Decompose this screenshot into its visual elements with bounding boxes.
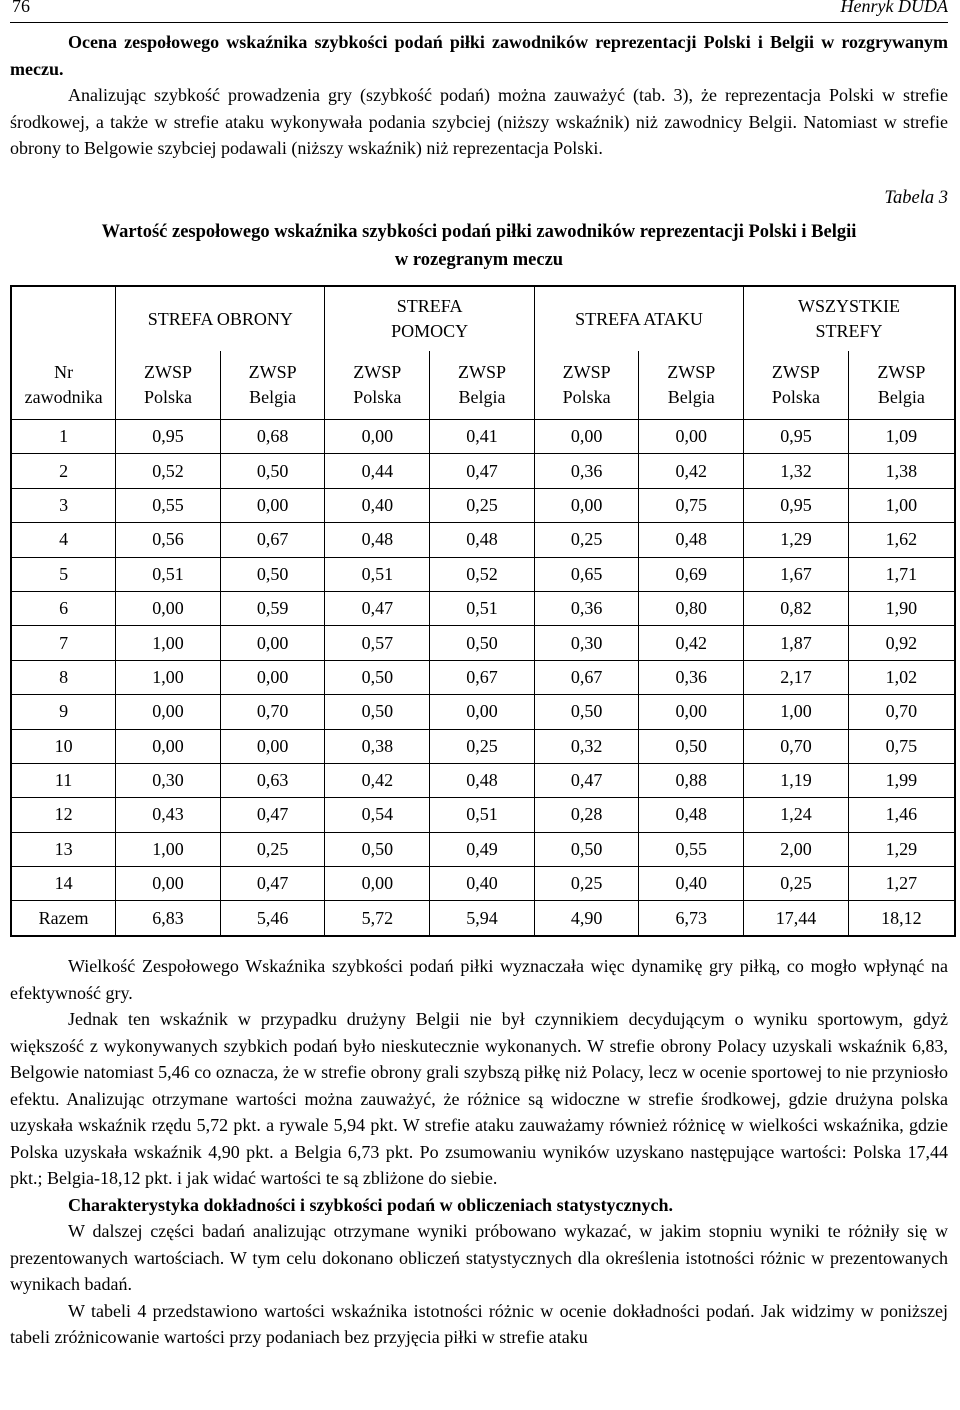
value-cell: 0,75 xyxy=(639,488,744,522)
value-cell: 0,68 xyxy=(220,420,325,454)
value-cell: 1,90 xyxy=(848,591,955,625)
value-cell: 1,24 xyxy=(744,798,849,832)
value-cell: 0,70 xyxy=(744,729,849,763)
value-cell: 0,00 xyxy=(220,626,325,660)
header-blank xyxy=(11,286,116,351)
value-cell: 18,12 xyxy=(848,901,955,936)
value-cell: 0,50 xyxy=(534,832,639,866)
value-cell: 0,69 xyxy=(639,557,744,591)
value-cell: 1,46 xyxy=(848,798,955,832)
value-cell: 1,09 xyxy=(848,420,955,454)
value-cell: 0,00 xyxy=(116,867,221,901)
value-cell: 1,67 xyxy=(744,557,849,591)
value-cell: 0,95 xyxy=(116,420,221,454)
value-cell: 0,92 xyxy=(848,626,955,660)
value-cell: 0,38 xyxy=(325,729,430,763)
value-cell: 1,87 xyxy=(744,626,849,660)
value-cell: 0,50 xyxy=(325,832,430,866)
value-cell: 2,17 xyxy=(744,660,849,694)
table-row xyxy=(11,523,955,557)
group-header-pomocy: STREFA POMOCY xyxy=(325,286,534,351)
value-cell: 0,30 xyxy=(534,626,639,660)
table-row xyxy=(11,695,955,729)
value-cell: 0,00 xyxy=(220,729,325,763)
value-cell: 0,57 xyxy=(325,626,430,660)
value-cell: 0,42 xyxy=(325,763,430,797)
value-cell: 0,67 xyxy=(430,660,535,694)
value-cell: 0,75 xyxy=(848,729,955,763)
value-cell: 5,72 xyxy=(325,901,430,936)
value-cell: 0,52 xyxy=(430,557,535,591)
value-cell: 0,47 xyxy=(325,591,430,625)
value-cell: 0,50 xyxy=(534,695,639,729)
group-header-wszystkie: WSZYSTKIE STREFY xyxy=(744,286,955,351)
row-label-cell: 7 xyxy=(11,626,116,660)
value-cell: 0,67 xyxy=(534,660,639,694)
value-cell: 1,00 xyxy=(116,832,221,866)
row-label-cell: 3 xyxy=(11,488,116,522)
col-header-zwsp: ZWSP Polska xyxy=(744,351,849,420)
value-cell: 0,36 xyxy=(534,454,639,488)
value-cell: 0,51 xyxy=(116,557,221,591)
value-cell: 0,00 xyxy=(220,660,325,694)
value-cell: 0,40 xyxy=(430,867,535,901)
intro-heading: Ocena zespołowego wskaźnika szybkości podań piłki zawodników reprezentacji Polski i Belgii w rozgrywanym meczu. xyxy=(10,32,948,79)
body-section xyxy=(10,953,948,1351)
table-row xyxy=(11,763,955,797)
row-label-cell: 13 xyxy=(11,832,116,866)
value-cell: 1,29 xyxy=(848,832,955,866)
value-cell: 0,55 xyxy=(639,832,744,866)
row-label-cell: 6 xyxy=(11,591,116,625)
table-row xyxy=(11,867,955,901)
value-cell: 0,50 xyxy=(220,557,325,591)
table-row xyxy=(11,420,955,454)
value-cell: 0,42 xyxy=(639,626,744,660)
value-cell: 0,47 xyxy=(430,454,535,488)
value-cell: 0,50 xyxy=(325,660,430,694)
value-cell: 0,30 xyxy=(116,763,221,797)
table-row xyxy=(11,557,955,591)
group-header-obrony: STREFA OBRONY xyxy=(116,286,325,351)
value-cell: 0,47 xyxy=(220,798,325,832)
value-cell: 0,00 xyxy=(116,695,221,729)
row-label-cell: 8 xyxy=(11,660,116,694)
value-cell: 0,48 xyxy=(325,523,430,557)
value-cell: 0,25 xyxy=(534,523,639,557)
table-title-line2: w rozegranym meczu xyxy=(394,250,564,270)
row-label-cell: Razem xyxy=(11,901,116,936)
col-header-nr: Nr zawodnika xyxy=(11,351,116,420)
table-row xyxy=(11,454,955,488)
col-header-zwsp: ZWSP Polska xyxy=(116,351,221,420)
row-label-cell: 14 xyxy=(11,867,116,901)
value-cell: 0,80 xyxy=(639,591,744,625)
col-header-zwsp: ZWSP Polska xyxy=(325,351,430,420)
value-cell: 0,25 xyxy=(220,832,325,866)
value-cell: 0,55 xyxy=(116,488,221,522)
value-cell: 1,00 xyxy=(116,660,221,694)
row-label-cell: 4 xyxy=(11,523,116,557)
row-label-cell: 5 xyxy=(11,557,116,591)
col-header-zwsp: ZWSP Polska xyxy=(534,351,639,420)
value-cell: 4,90 xyxy=(534,901,639,936)
value-cell: 1,02 xyxy=(848,660,955,694)
value-cell: 0,47 xyxy=(220,867,325,901)
body-paragraph-2: Jednak ten wskaźnik w przypadku drużyny Belgii nie był czynnikiem decydującym o wyniku sportowym, gdyż większość z wykonywanych szybkich podań było nieskutecznie wykonanych. W strefie obrony Polacy uzyskali wskaźnik 6,83, Belgowie natomiast 5,46 co oznacza, że w strefie obrony grali szybszą piłkę niż Polacy, lecz w ocenie sportowej to nie przyniosło efektu. Analizując otrzymane wartości można zauważyć, że różnice są widoczne w strefie środkowej, gdzie drużyna polska uzyskała wskaźnik rzędu 5,72 pkt. a rywale 5,94 pkt. W strefie ataku zauważamy również różnicę w wielkości wskaźnika, gdzie Polska uzyskała wskaźnik 4,90 pkt. a Belgia 6,73 pkt. Po zsumowaniu wyników uzyskano następujące wartości: Polska 17,44 pkt.; Belgia-18,12 pkt. i jak widać wartości te są zbliżone do siebie. xyxy=(10,1009,948,1188)
value-cell: 0,51 xyxy=(325,557,430,591)
value-cell: 1,38 xyxy=(848,454,955,488)
col-header-zwsp: ZWSP Belgia xyxy=(639,351,744,420)
value-cell: 0,47 xyxy=(534,763,639,797)
value-cell: 1,62 xyxy=(848,523,955,557)
value-cell: 0,00 xyxy=(325,867,430,901)
value-cell: 0,00 xyxy=(116,729,221,763)
value-cell: 0,82 xyxy=(744,591,849,625)
value-cell: 0,63 xyxy=(220,763,325,797)
value-cell: 0,67 xyxy=(220,523,325,557)
table-row xyxy=(11,488,955,522)
row-label-cell: 1 xyxy=(11,420,116,454)
value-cell: 0,28 xyxy=(534,798,639,832)
value-cell: 1,00 xyxy=(116,626,221,660)
section-heading: Charakterystyka dokładności i szybkości podań w obliczeniach statystycznych. xyxy=(68,1194,674,1215)
value-cell: 6,73 xyxy=(639,901,744,936)
value-cell: 1,29 xyxy=(744,523,849,557)
row-label-cell: 11 xyxy=(11,763,116,797)
value-cell: 0,48 xyxy=(430,763,535,797)
value-cell: 0,42 xyxy=(639,454,744,488)
value-cell: 0,32 xyxy=(534,729,639,763)
value-cell: 0,65 xyxy=(534,557,639,591)
value-cell: 1,19 xyxy=(744,763,849,797)
value-cell: 5,46 xyxy=(220,901,325,936)
row-label-cell: 9 xyxy=(11,695,116,729)
value-cell: 0,95 xyxy=(744,488,849,522)
value-cell: 1,27 xyxy=(848,867,955,901)
col-header-zwsp: ZWSP Belgia xyxy=(848,351,955,420)
value-cell: 0,00 xyxy=(639,420,744,454)
group-header-ataku: STREFA ATAKU xyxy=(534,286,743,351)
value-cell: 0,36 xyxy=(534,591,639,625)
table-row xyxy=(11,626,955,660)
intro-paragraph: Analizując szybkość prowadzenia gry (szybkość podań) można zauważyć (tab. 3), że reprezentacja Polski w strefie środkowej, a także w strefie ataku wykonywała podania szybciej (niższy wskaźnik) niż zawodnicy Belgii. Natomiast w strefie obrony to Belgowie szybciej podawali (niższy wskaźnik) niż reprezentacja Polski. xyxy=(10,85,948,158)
body-paragraph-4: W tabeli 4 przedstawiono wartości wskaźnika istotności różnic w ocenie dokładności podań. Jak widzimy w poniższej tabeli zróżnicowanie wartości przy podaniach bez przyjęcia piłki w strefie ataku xyxy=(10,1300,948,1347)
value-cell: 0,36 xyxy=(639,660,744,694)
running-author: Henryk DUDA xyxy=(840,0,948,16)
row-label-cell: 12 xyxy=(11,798,116,832)
value-cell: 0,44 xyxy=(325,454,430,488)
value-cell: 0,54 xyxy=(325,798,430,832)
value-cell: 0,88 xyxy=(639,763,744,797)
value-cell: 2,00 xyxy=(744,832,849,866)
value-cell: 1,99 xyxy=(848,763,955,797)
body-paragraph-1: Wielkość Zespołowego Wskaźnika szybkości podań piłki wyznaczała więc dynamikę gry piłką, co mogło wpłynąć na efektywność gry. xyxy=(10,956,948,1003)
intro-section xyxy=(10,29,948,162)
table-title-line1: Wartość zespołowego wskaźnika szybkości podań piłki zawodników reprezentacji Polski i Belgii xyxy=(101,222,857,242)
value-cell: 0,40 xyxy=(639,867,744,901)
table-row xyxy=(11,729,955,763)
value-cell: 0,51 xyxy=(430,798,535,832)
table-title xyxy=(10,218,948,274)
value-cell: 0,70 xyxy=(220,695,325,729)
value-cell: 1,71 xyxy=(848,557,955,591)
value-cell: 1,32 xyxy=(744,454,849,488)
body-paragraph-3: W dalszej części badań analizując otrzymane wyniki próbowano wykazać, w jakim stopniu wyniki te różniły się w prezentowanych wartościach. W tym celu dokonano obliczeń statystycznych dla określenia istotności różnic w prezentowanych wynikach badań. xyxy=(10,1221,948,1294)
page-number: 76 xyxy=(12,0,30,16)
page-header xyxy=(10,0,948,23)
value-cell: 0,51 xyxy=(430,591,535,625)
value-cell: 0,70 xyxy=(848,695,955,729)
value-cell: 5,94 xyxy=(430,901,535,936)
col-header-zwsp: ZWSP Belgia xyxy=(430,351,535,420)
value-cell: 1,00 xyxy=(848,488,955,522)
value-cell: 0,00 xyxy=(220,488,325,522)
value-cell: 0,50 xyxy=(430,626,535,660)
table-row xyxy=(11,591,955,625)
value-cell: 0,48 xyxy=(639,523,744,557)
value-cell: 0,50 xyxy=(325,695,430,729)
value-cell: 0,48 xyxy=(639,798,744,832)
value-cell: 0,25 xyxy=(430,488,535,522)
value-cell: 0,41 xyxy=(430,420,535,454)
value-cell: 0,00 xyxy=(325,420,430,454)
value-cell: 0,43 xyxy=(116,798,221,832)
value-cell: 0,48 xyxy=(430,523,535,557)
value-cell: 0,00 xyxy=(534,488,639,522)
value-cell: 0,00 xyxy=(639,695,744,729)
col-header-zwsp: ZWSP Belgia xyxy=(220,351,325,420)
value-cell: 0,40 xyxy=(325,488,430,522)
data-table xyxy=(10,285,956,937)
table-row xyxy=(11,832,955,866)
value-cell: 0,00 xyxy=(534,420,639,454)
value-cell: 6,83 xyxy=(116,901,221,936)
value-cell: 0,25 xyxy=(430,729,535,763)
value-cell: 0,95 xyxy=(744,420,849,454)
table-row xyxy=(11,798,955,832)
value-cell: 0,25 xyxy=(744,867,849,901)
value-cell: 0,59 xyxy=(220,591,325,625)
table-label: Tabela 3 xyxy=(884,188,948,208)
value-cell: 0,25 xyxy=(534,867,639,901)
value-cell: 17,44 xyxy=(744,901,849,936)
row-label-cell: 10 xyxy=(11,729,116,763)
value-cell: 0,52 xyxy=(116,454,221,488)
value-cell: 0,00 xyxy=(116,591,221,625)
value-cell: 0,00 xyxy=(430,695,535,729)
value-cell: 0,49 xyxy=(430,832,535,866)
value-cell: 0,50 xyxy=(220,454,325,488)
row-label-cell: 2 xyxy=(11,454,116,488)
value-cell: 1,00 xyxy=(744,695,849,729)
value-cell: 0,50 xyxy=(639,729,744,763)
table-row xyxy=(11,901,955,936)
value-cell: 0,56 xyxy=(116,523,221,557)
table-row xyxy=(11,660,955,694)
